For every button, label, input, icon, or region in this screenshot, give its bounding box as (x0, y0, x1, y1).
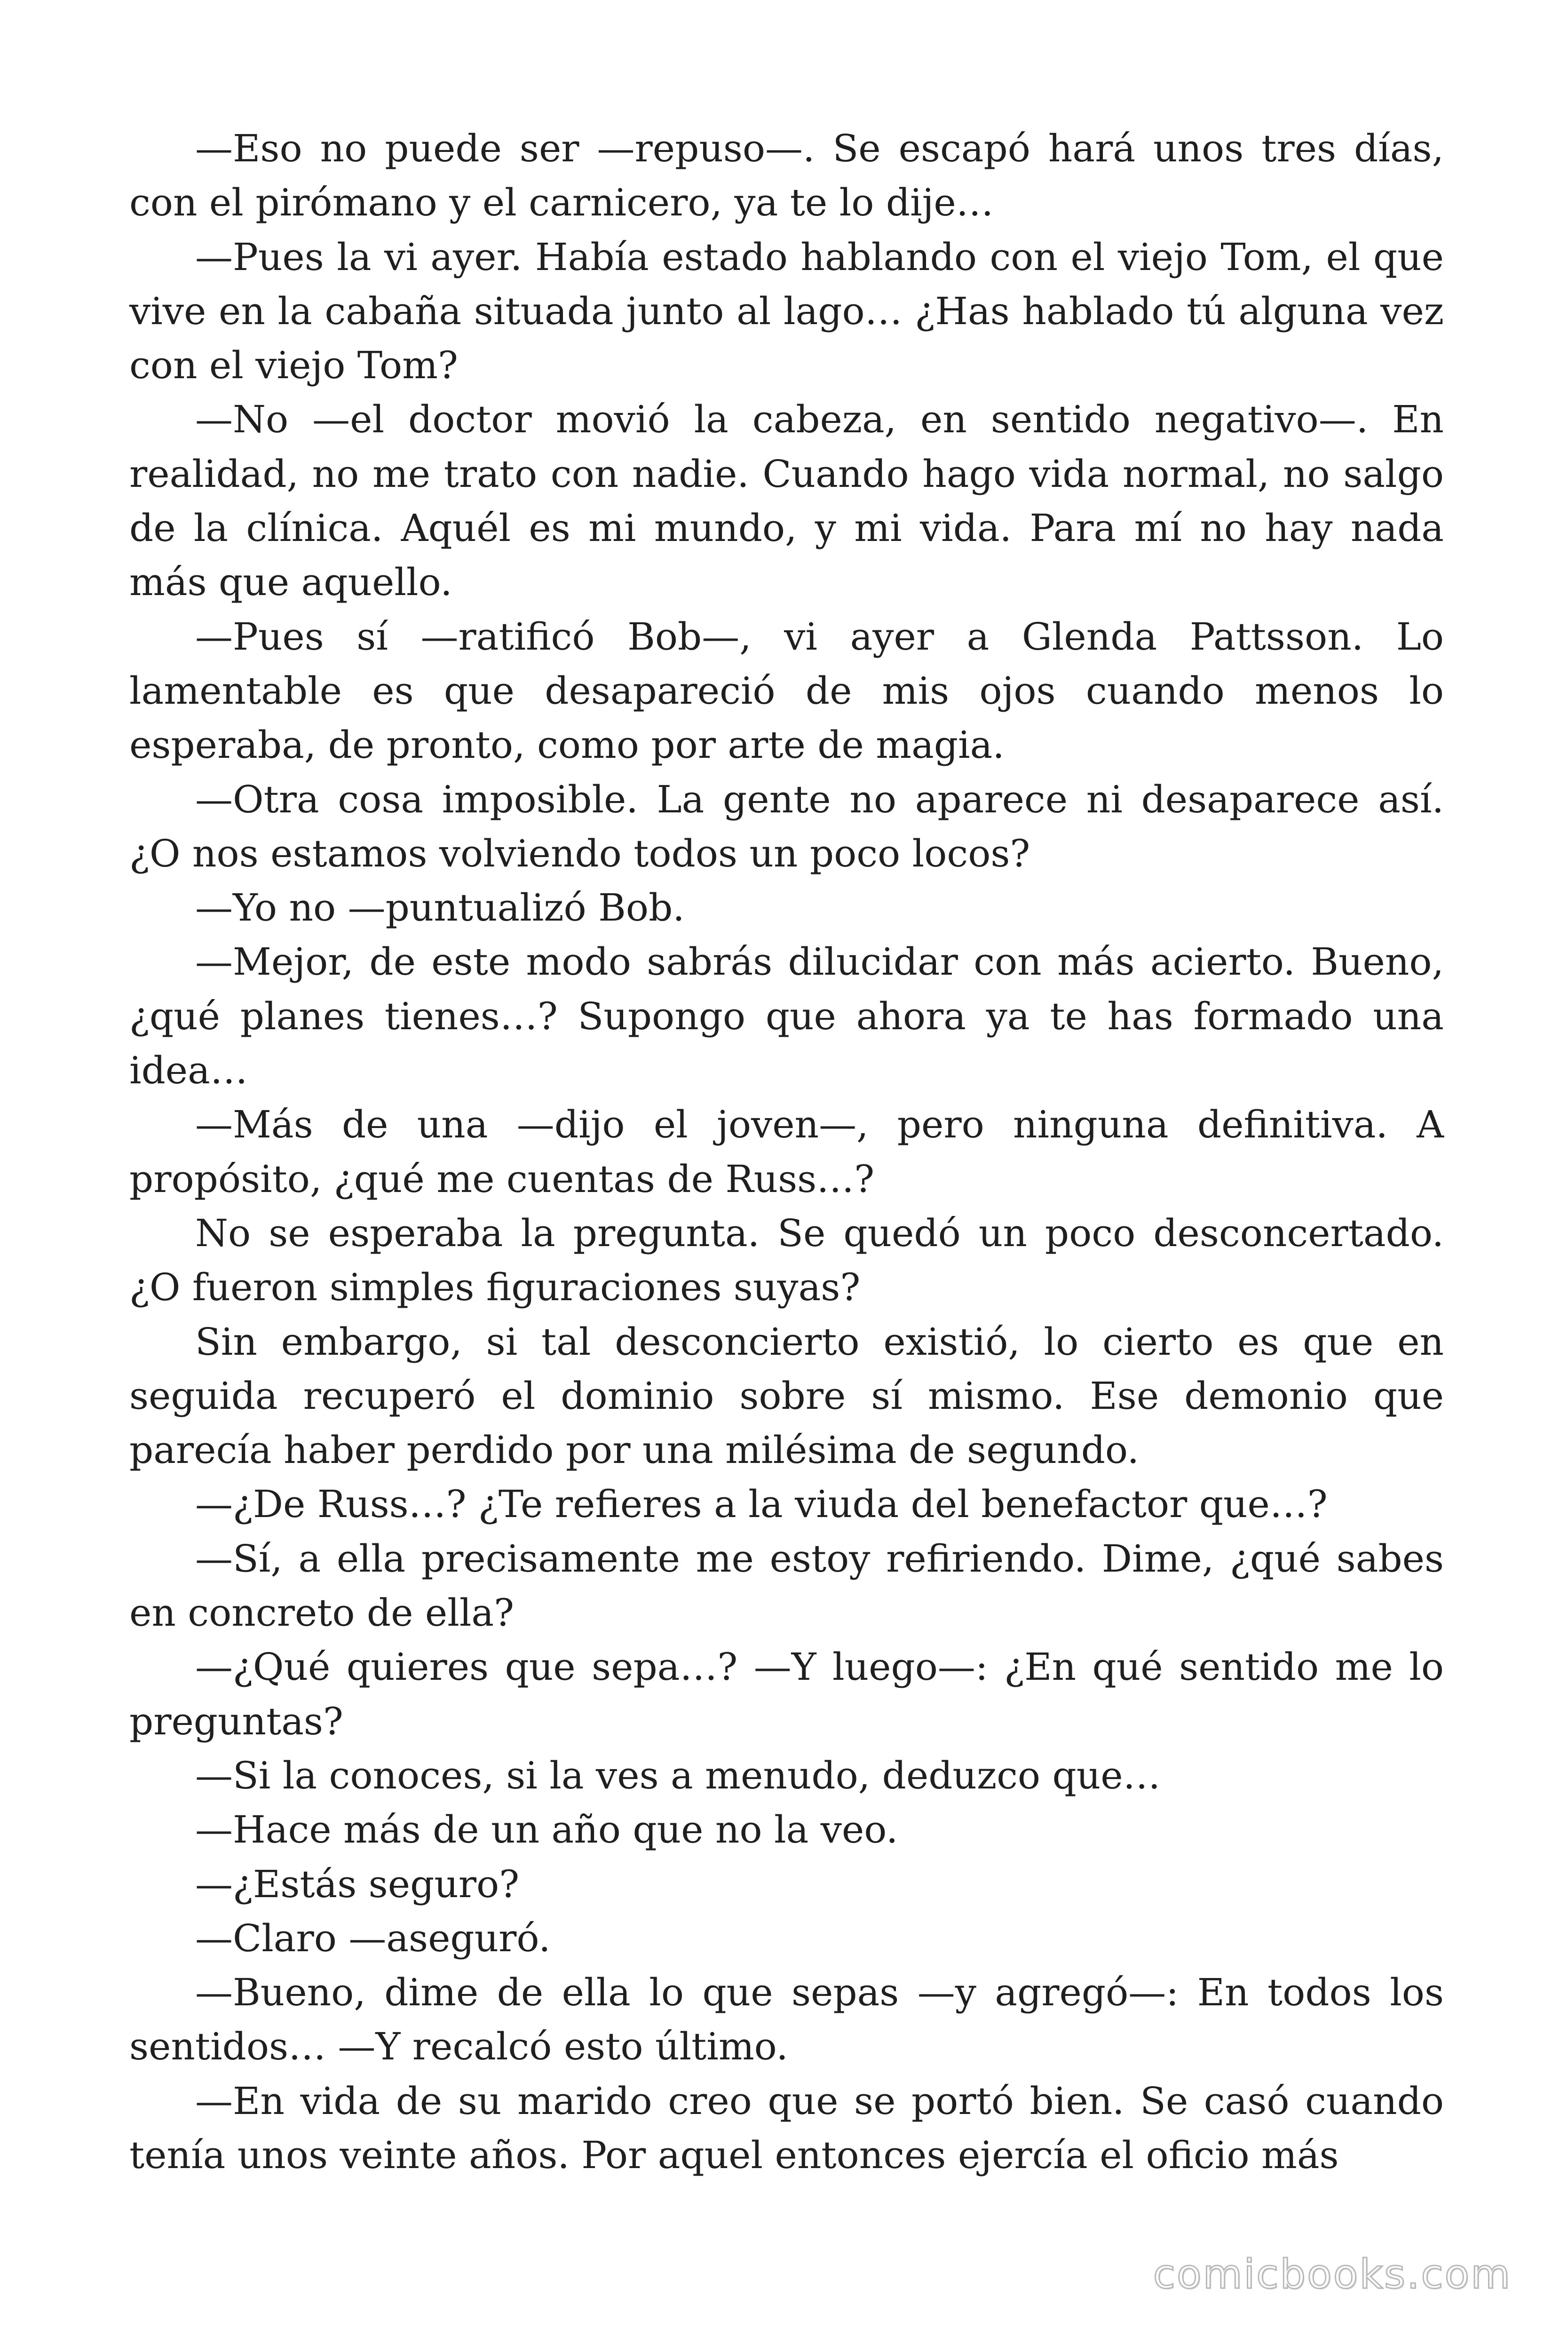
paragraph: No se esperaba la pregunta. Se quedó un poco desconcertado. ¿O fueron simples figuraciones suyas? (129, 1211, 1444, 1310)
paragraph: —Bueno, dime de ella lo que sepas —y agregó—: En todos los sentidos… —Y recalcó esto último. (129, 1971, 1444, 2069)
paragraph: —Pues sí —ratificó Bob—, vi ayer a Glenda Pattsson. Lo lamentable es que desapareció de mis ojos cuando menos lo esperaba, de pronto, como por arte de magia. (129, 614, 1444, 767)
paragraph: —Otra cosa imposible. La gente no aparece ni desaparece así. ¿O nos estamos volviendo todos un poco locos? (129, 777, 1444, 875)
paragraph: —Hace más de un año que no la veo. (195, 1808, 898, 1852)
paragraph: —Eso no puede ser —repuso—. Se escapó hará unos tres días, con el pirómano y el carnicero, ya te lo dije… (129, 127, 1444, 225)
paragraph: —¿Qué quieres que sepa…? —Y luego—: ¿En qué sentido me lo preguntas? (129, 1645, 1444, 1743)
paragraph: —¿Estás seguro? (195, 1862, 520, 1906)
watermark: comicbooks.com (1153, 2251, 1512, 2298)
page-body (129, 121, 1444, 2182)
paragraph: —En vida de su marido creo que se portó bien. Se casó cuando tenía unos veinte años. Por aquel entonces ejercía el oficio más (129, 2079, 1444, 2177)
paragraph: Sin embargo, si tal desconcierto existió, lo cierto es que en seguida recuperó el dominio sobre sí mismo. Ese demonio que parecía haber perdido por una milésima de segundo. (129, 1319, 1444, 1472)
paragraph: —Pues la vi ayer. Había estado hablando con el viejo Tom, el que vive en la cabaña situada junto al lago… ¿Has hablado tú alguna vez con el viejo Tom? (129, 235, 1444, 388)
paragraph: —Mejor, de este modo sabrás dilucidar con más acierto. Bueno, ¿qué planes tienes…? Supongo que ahora ya te has formado una idea… (129, 940, 1444, 1093)
paragraph: —Más de una —dijo el joven—, pero ninguna definitiva. A propósito, ¿qué me cuentas de Russ…? (129, 1103, 1444, 1201)
paragraph: —Si la conoces, si la ves a menudo, deduzco que… (195, 1753, 1161, 1797)
paragraph: —Yo no —puntualizó Bob. (195, 886, 685, 930)
paragraph: —Sí, a ella precisamente me estoy refiriendo. Dime, ¿qué sabes en concreto de ella? (129, 1536, 1444, 1635)
paragraph: —¿De Russ…? ¿Te refieres a la viuda del benefactor que…? (195, 1482, 1328, 1526)
paragraph: —No —el doctor movió la cabeza, en sentido negativo—. En realidad, no me trato con nadie. Cuando hago vida normal, no salgo de la clínica. Aquél es mi mundo, y mi vida. Para mí no hay nada más que aquello. (129, 397, 1444, 604)
paragraph: —Claro —aseguró. (195, 1916, 551, 1960)
